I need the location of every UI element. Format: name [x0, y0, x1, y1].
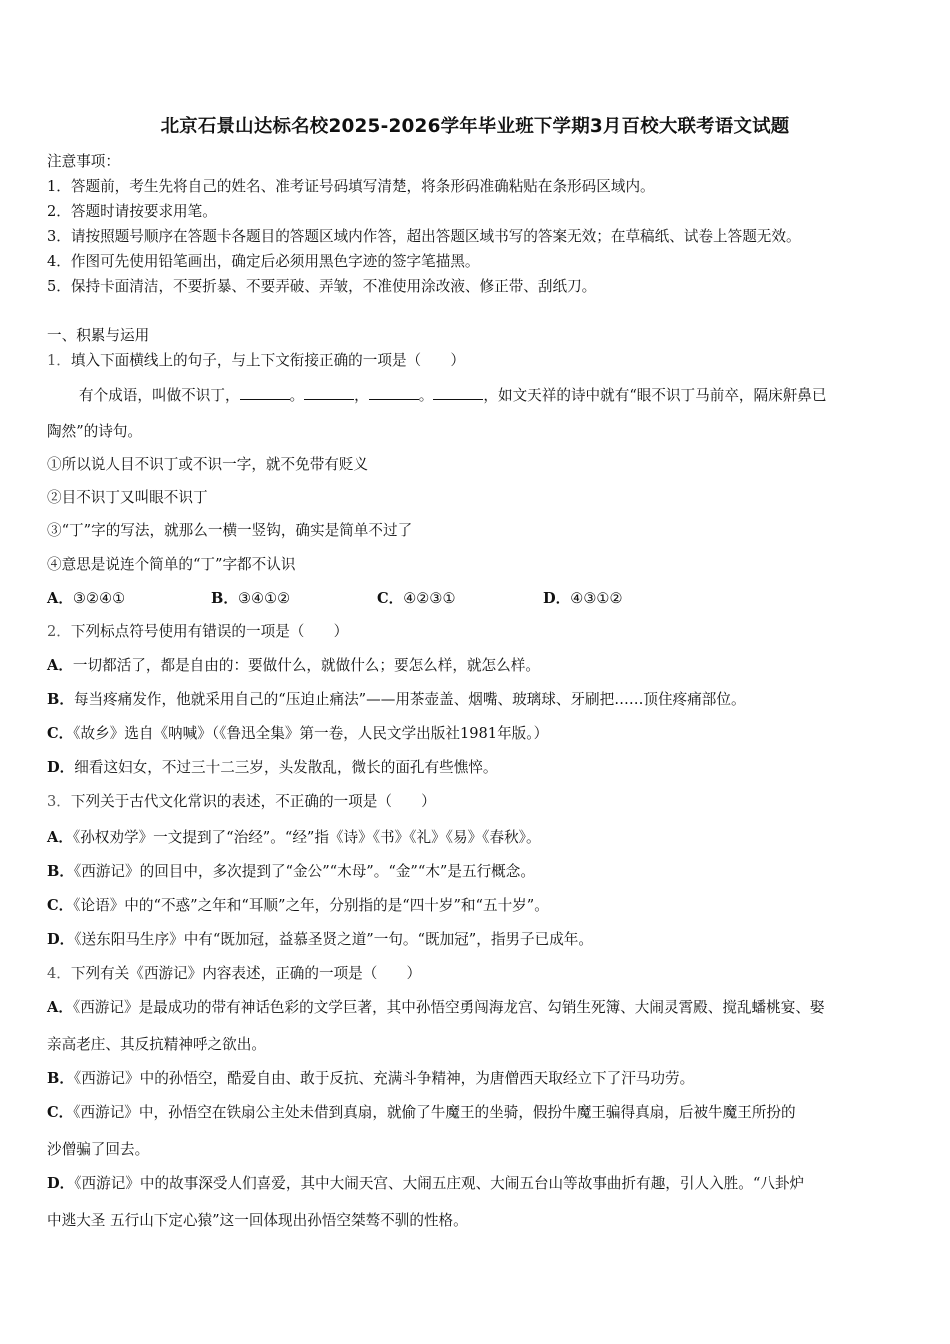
fill-blank: [304, 385, 354, 400]
passage-punct: 。: [289, 387, 305, 404]
option-a[interactable]: A．一切都活了，都是自由的：要做什么，就做什么；要怎么样，就怎么样。: [47, 657, 540, 674]
notice-item: 1．答题前，考生先将自己的姓名、准考证号码填写清楚，将条形码准确粘贴在条形码区域内。: [47, 178, 655, 195]
sentence-item: ③“丁”字的写法，就那么一横一竖钩，确实是简单不过了: [47, 522, 413, 539]
page-title: 北京石景山达标名校2025-2026学年毕业班下学期3月百校大联考语文试题: [160, 116, 790, 137]
option-a[interactable]: A．《孙权劝学》一文提到了“治经”。“经”指《诗》《书》《礼》《易》《春秋》。: [47, 829, 541, 846]
question-number: 3．: [47, 793, 71, 810]
question-3: [47, 792, 436, 812]
option-b[interactable]: B．《西游记》中的孙悟空，酷爱自由、敢于反抗、充满斗争精神，为唐僧西天取经立下了汗马功劳。: [47, 1070, 695, 1087]
sentence-item: ④意思是说连个简单的“丁”字都不认识: [47, 556, 296, 573]
option-d-continued: 中逃大圣 五行山下定心猿”这一回体现出孙悟空桀骜不驯的性格。: [47, 1212, 468, 1229]
notice-item: 4．作图可先使用铅笔画出，确定后必须用黑色字迹的签字笔描黑。: [47, 253, 480, 270]
sentence-item: ①所以说人目不识丁或不识一字，就不免带有贬义: [47, 456, 369, 473]
option-b[interactable]: B．每当疼痛发作，他就采用自己的“压迫止痛法”——用茶壶盖、烟嘴、玻璃球、牙刷把……顶住疼痛部位。: [47, 691, 746, 708]
passage-text: 有个成语，叫做不识丁，: [79, 387, 240, 404]
section-heading: 一、积累与运用: [47, 327, 150, 344]
question-stem: 填入下面横线上的句子，与上下文衔接正确的一项是（ ）: [70, 352, 465, 369]
notice-item: 3．请按照题号顺序在答题卡各题目的答题区域内作答，超出答题区域书写的答案无效；在草稿纸、试卷上答题无效。: [47, 228, 801, 245]
question-1-options: [47, 589, 907, 609]
passage-punct: 。: [418, 387, 434, 404]
option-d[interactable]: D．细看这妇女，不过三十二三岁，头发散乱，微长的面孔有些憔悴。: [47, 759, 498, 776]
option-a-continued: 亲高老庄、其反抗精神呼之欲出。: [47, 1036, 266, 1053]
question-2: [47, 622, 348, 642]
option-b[interactable]: B．③④①②: [211, 590, 291, 607]
fill-blank: [369, 385, 419, 400]
option-d[interactable]: D．《西游记》中的故事深受人们喜爱，其中大闹天宫、大闹五庄观、大闹五台山等故事曲折有趣，引人入胜。“八卦炉: [47, 1175, 805, 1192]
option-a[interactable]: A．《西游记》是最成功的带有神话色彩的文学巨著，其中孙悟空勇闯海龙宫、勾销生死簿、大闹灵霄殿、搅乱蟠桃宴、娶: [47, 999, 825, 1016]
passage-punct: ，: [354, 387, 369, 404]
question-stem: 下列标点符号使用有错误的一项是（ ）: [70, 623, 349, 640]
option-a[interactable]: A．③②④①: [47, 590, 126, 607]
question-number: 4．: [47, 965, 71, 982]
option-c-continued: 沙僧骗了回去。: [47, 1141, 150, 1158]
question-number: 1．: [47, 352, 71, 369]
question-1-passage-end: 陶然”的诗句。: [47, 423, 143, 440]
question-1-passage: [79, 385, 827, 406]
option-c[interactable]: C．《西游记》中，孙悟空在铁扇公主处未借到真扇，就偷了牛魔王的坐骑，假扮牛魔王骗得真扇，后被牛魔王所扮的: [47, 1104, 796, 1121]
question-stem: 下列有关《西游记》内容表述，正确的一项是（ ）: [70, 965, 422, 982]
question-1: [47, 351, 465, 371]
notice-item: 5．保持卡面清洁，不要折暴、不要弄破、弄皱，不准使用涂改液、修正带、刮纸刀。: [47, 278, 597, 295]
option-c[interactable]: C．《故乡》选自《呐喊》（《鲁迅全集》第一卷，人民文学出版社1981年版。）: [47, 725, 549, 742]
question-stem: 下列关于古代文化常识的表述，不正确的一项是（ ）: [70, 793, 436, 810]
passage-text: ，如文天祥的诗中就有“眼不识丁马前卒，隔床鼾鼻已: [483, 387, 827, 404]
option-d[interactable]: D．《送东阳马生序》中有“既加冠，益慕圣贤之道”一句。“既加冠”，指男子已成年。: [47, 931, 593, 948]
fill-blank: [240, 385, 290, 400]
option-c[interactable]: C．《论语》中的“不惑”之年和“耳顺”之年，分别指的是“四十岁”和“五十岁”。: [47, 897, 549, 914]
sentence-item: ②目不识丁又叫眼不识丁: [47, 489, 208, 506]
notice-item: 2．答题时请按要求用笔。: [47, 203, 217, 220]
question-4: [47, 964, 421, 984]
notice-heading: 注意事项：: [47, 153, 120, 170]
question-number: 2．: [47, 623, 71, 640]
option-d[interactable]: D．④③①②: [543, 590, 623, 607]
option-c[interactable]: C．④②③①: [377, 590, 456, 607]
option-b[interactable]: B．《西游记》的回目中，多次提到了“金公”“木母”。“金”“木”是五行概念。: [47, 863, 535, 880]
fill-blank: [433, 385, 483, 400]
